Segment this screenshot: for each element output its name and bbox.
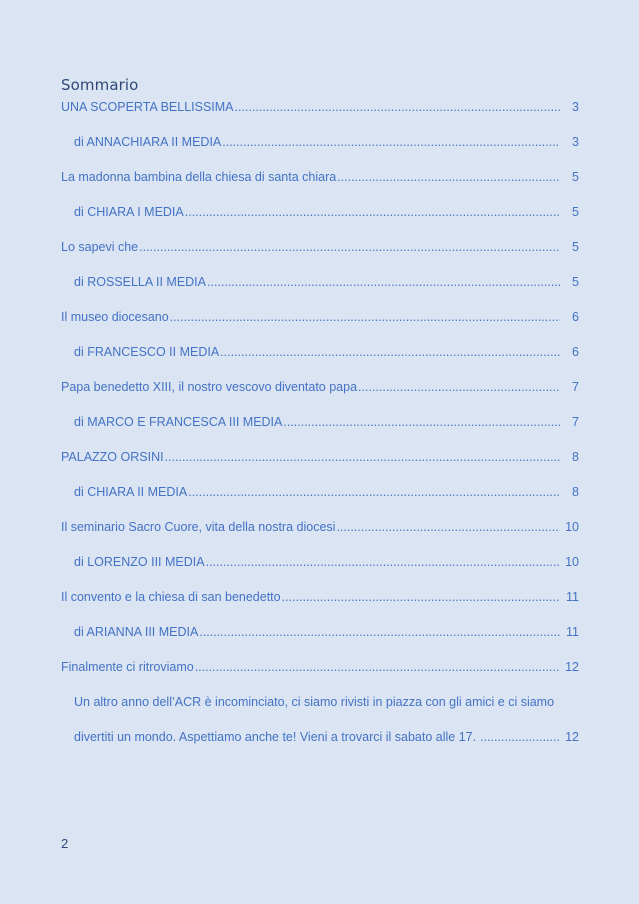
- toc-subentry[interactable]: [61, 412, 579, 447]
- toc-entry-page: 8: [572, 485, 579, 499]
- toc-entry-text: La madonna bambina della chiesa di santa chiara: [61, 170, 337, 184]
- toc-subentry[interactable]: [61, 482, 579, 517]
- toc-entry[interactable]: [61, 97, 579, 132]
- toc-dot-leader: [206, 553, 560, 571]
- toc-entry-page: 7: [572, 415, 579, 429]
- toc-subentry[interactable]: [61, 272, 579, 307]
- toc-subentry[interactable]: [61, 552, 579, 587]
- toc-entry-page: 7: [572, 380, 579, 394]
- toc-dot-leader: [185, 203, 560, 221]
- toc-entry-text: di FRANCESCO II MEDIA: [74, 345, 220, 359]
- table-of-contents: [61, 97, 579, 747]
- toc-entry-page: 11: [566, 625, 579, 639]
- toc-entry-text: Il museo diocesano: [61, 310, 169, 324]
- toc-dot-leader: [188, 483, 560, 501]
- toc-entry-text: Papa benedetto XIII, il nostro vescovo diventato papa: [61, 380, 358, 394]
- toc-entry-page: 5: [572, 240, 579, 254]
- toc-entry-text: di MARCO E FRANCESCA III MEDIA: [74, 415, 283, 429]
- toc-entry-text: PALAZZO ORSINI: [61, 450, 164, 464]
- toc-dot-leader: [199, 623, 560, 641]
- toc-entry[interactable]: [61, 307, 579, 342]
- toc-entry-line2: [74, 727, 579, 747]
- toc-entry-page: 3: [572, 100, 579, 114]
- toc-dot-leader: [336, 518, 560, 536]
- toc-dot-leader: [207, 273, 560, 291]
- toc-entry-page: 12: [565, 660, 579, 674]
- toc-entry-text: Lo sapevi che: [61, 240, 139, 254]
- toc-entry-text: di LORENZO III MEDIA: [74, 555, 205, 569]
- toc-dot-leader: [139, 238, 560, 256]
- toc-entry[interactable]: [61, 517, 579, 552]
- toc-dot-leader: [282, 588, 560, 606]
- toc-entry[interactable]: [61, 237, 579, 272]
- toc-entry-text: Finalmente ci ritroviamo: [61, 660, 194, 674]
- toc-entry-page: 5: [572, 205, 579, 219]
- toc-entry-text: di ARIANNA III MEDIA: [74, 625, 199, 639]
- toc-entry[interactable]: [61, 167, 579, 202]
- toc-subentry-multiline[interactable]: [61, 692, 579, 747]
- toc-title: Sommario: [61, 76, 139, 94]
- toc-dot-leader: [283, 413, 560, 431]
- toc-dot-leader: [358, 378, 560, 396]
- toc-entry-text-line2: divertiti un mondo. Aspettiamo anche te! Vieni a trovarci il sabato alle 17.: [74, 730, 477, 744]
- toc-entry[interactable]: [61, 587, 579, 622]
- toc-dot-leader: [480, 728, 560, 747]
- toc-subentry[interactable]: [61, 342, 579, 377]
- toc-entry-page: 5: [572, 275, 579, 289]
- toc-entry-text: di CHIARA II MEDIA: [74, 485, 188, 499]
- toc-entry-text: di CHIARA I MEDIA: [74, 205, 184, 219]
- toc-subentry[interactable]: [61, 202, 579, 237]
- toc-entry-text: Il seminario Sacro Cuore, vita della nostra diocesi: [61, 520, 336, 534]
- toc-subentry[interactable]: [61, 622, 579, 657]
- toc-entry-page: 3: [572, 135, 579, 149]
- toc-entry-text-line1: Un altro anno dell’ACR è incominciato, ci siamo rivisti in piazza con gli amici e ci siamo: [74, 695, 555, 709]
- toc-dot-leader: [222, 133, 560, 151]
- toc-subentry[interactable]: [61, 132, 579, 167]
- toc-entry[interactable]: [61, 377, 579, 412]
- toc-entry-page: 10: [565, 520, 579, 534]
- toc-entry-page: 8: [572, 450, 579, 464]
- toc-entry[interactable]: [61, 657, 579, 692]
- toc-entry-text: di ANNACHIARA II MEDIA: [74, 135, 222, 149]
- toc-entry-text: Il convento e la chiesa di san benedetto: [61, 590, 281, 604]
- toc-dot-leader: [220, 343, 560, 361]
- page-number: 2: [61, 836, 69, 851]
- toc-entry-page: 12: [565, 730, 579, 744]
- toc-dot-leader: [195, 658, 560, 676]
- toc-entry-page: 5: [572, 170, 579, 184]
- toc-entry-page: 6: [572, 310, 579, 324]
- toc-dot-leader: [337, 168, 560, 186]
- toc-entry-text: di ROSSELLA II MEDIA: [74, 275, 206, 289]
- toc-entry-page: 6: [572, 345, 579, 359]
- toc-entry[interactable]: [61, 447, 579, 482]
- toc-dot-leader: [165, 448, 560, 466]
- toc-dot-leader: [170, 308, 560, 326]
- toc-entry-page: 10: [565, 555, 579, 569]
- toc-dot-leader: [235, 98, 560, 116]
- toc-entry-page: 11: [566, 590, 579, 604]
- toc-entry-text: UNA SCOPERTA BELLISSIMA: [61, 100, 234, 114]
